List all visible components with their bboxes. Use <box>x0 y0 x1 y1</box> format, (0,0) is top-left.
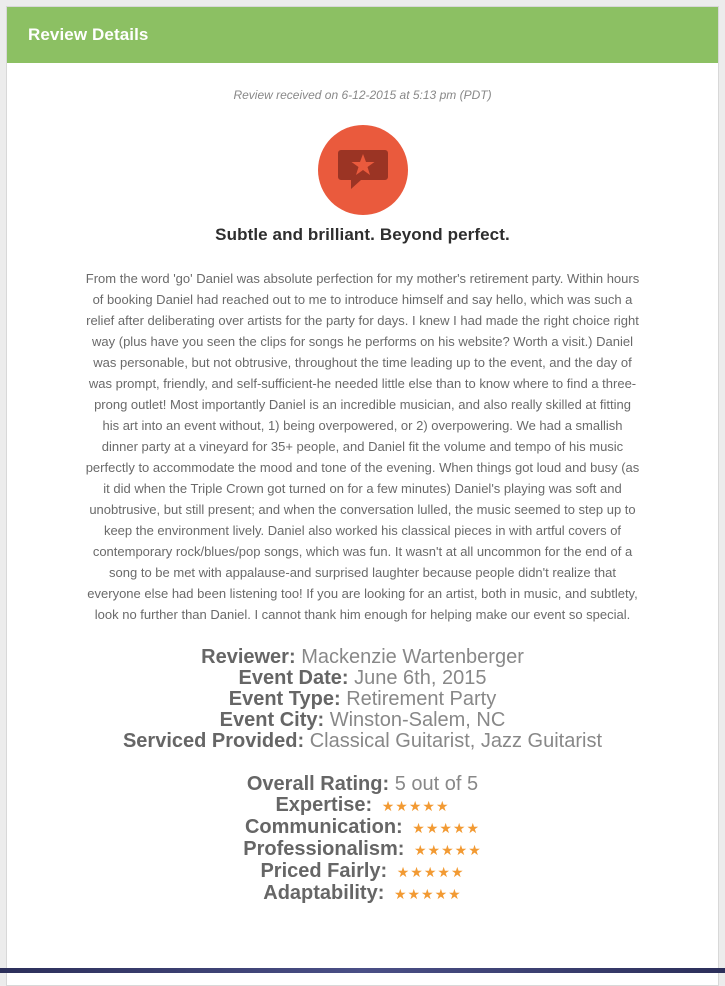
services-value: Classical Guitarist, Jazz Guitarist <box>309 730 603 752</box>
review-body: From the word 'go' Daniel was absolute perfection for my mother's retirement party. Within hours of booking Daniel had reached out to me to introduce himself and say hello, which was such a relief after deliberating over artists for the party for days. I knew I had made the right choice right way (plus have you seen the clips for songs he performs on his website? Worth a visit.) Daniel was personable, but not obtrusive, throughout the time leading up to the event, and the day of was prompt, friendly, and self-sufficient-he needed little else than to know where to find a three-prong outlet! Most importantly Daniel is an incredible musician, and also really skilled at fitting his art into an event without, 1) being overpowered, or 2) overpowering. We had a smallish dinner party at a vineyard for 35+ people, and Daniel fit the volume and tempo of his music perfectly to accommodate the mood and tone of the evening. When things got loud and busy (as it did when the Triple Crown got turned on for a few minutes) Daniel's playing was soft and unobtrusive, but still present; and when the conversation lulled, the music seemed to step up to keep the environment lively. Daniel also worked his classical pieces in with artful covers of contemporary rock/blues/pop songs, which was fun. It wasn't at all uncommon for the end of a song to be met with appalause-and surprised laughter because people didn't realize that everyone else had been listening too! If you are looking for an artist, both in music, and subtlety, look no further than Daniel. I cannot thank him enough for helping make our event so special. <box>85 271 640 622</box>
reviewer-label: Reviewer: <box>201 646 296 668</box>
star-rating-icon: ★★★★★ <box>412 820 481 836</box>
services-row <box>7 731 718 752</box>
overall-rating-label: Overall Rating: <box>246 773 390 795</box>
rating-row-professionalism <box>7 839 718 861</box>
reviewer-row <box>7 647 718 668</box>
event-type-row <box>7 689 718 710</box>
rating-row-priced-fairly <box>7 861 718 883</box>
ratings <box>7 774 718 905</box>
rating-row-expertise <box>7 795 718 817</box>
overall-rating-value: 5 out of 5 <box>394 773 479 795</box>
star-rating-icon: ★★★★★ <box>381 798 450 814</box>
services-label: Serviced Provided: <box>122 730 305 752</box>
review-received-timestamp: Review received on 6-12-2015 at 5:13 pm (PDT) <box>233 88 492 102</box>
event-date-row <box>7 668 718 689</box>
event-type-value: Retirement Party <box>346 688 497 710</box>
event-city-row <box>7 710 718 731</box>
panel-header <box>7 7 718 63</box>
event-details <box>7 647 718 752</box>
event-date-label: Event Date: <box>238 667 349 689</box>
review-headline: Subtle and brilliant. Beyond perfect. <box>215 225 510 244</box>
star-rating-icon: ★★★★★ <box>393 886 462 902</box>
event-city-label: Event City: <box>219 709 325 731</box>
event-city-value: Winston-Salem, NC <box>329 709 506 731</box>
desktop-background-strip <box>0 968 725 973</box>
overall-rating-row <box>7 774 718 795</box>
reviewer-value: Mackenzie Wartenberger <box>301 646 524 668</box>
panel-title: Review Details <box>28 25 149 44</box>
rating-label: Communication: <box>244 816 403 838</box>
rating-row-communication <box>7 817 718 839</box>
rating-label: Adaptability: <box>263 882 385 904</box>
review-details-panel <box>6 6 719 986</box>
rating-label: Professionalism: <box>243 838 405 860</box>
event-type-label: Event Type: <box>228 688 341 710</box>
star-rating-icon: ★★★★★ <box>413 842 482 858</box>
rating-label: Priced Fairly: <box>260 860 388 882</box>
rating-label: Expertise: <box>275 794 373 816</box>
event-date-value: June 6th, 2015 <box>354 667 487 689</box>
star-rating-icon: ★★★★★ <box>396 864 465 880</box>
review-star-bubble-icon <box>337 148 389 192</box>
review-badge <box>318 125 408 215</box>
rating-row-adaptability <box>7 883 718 905</box>
